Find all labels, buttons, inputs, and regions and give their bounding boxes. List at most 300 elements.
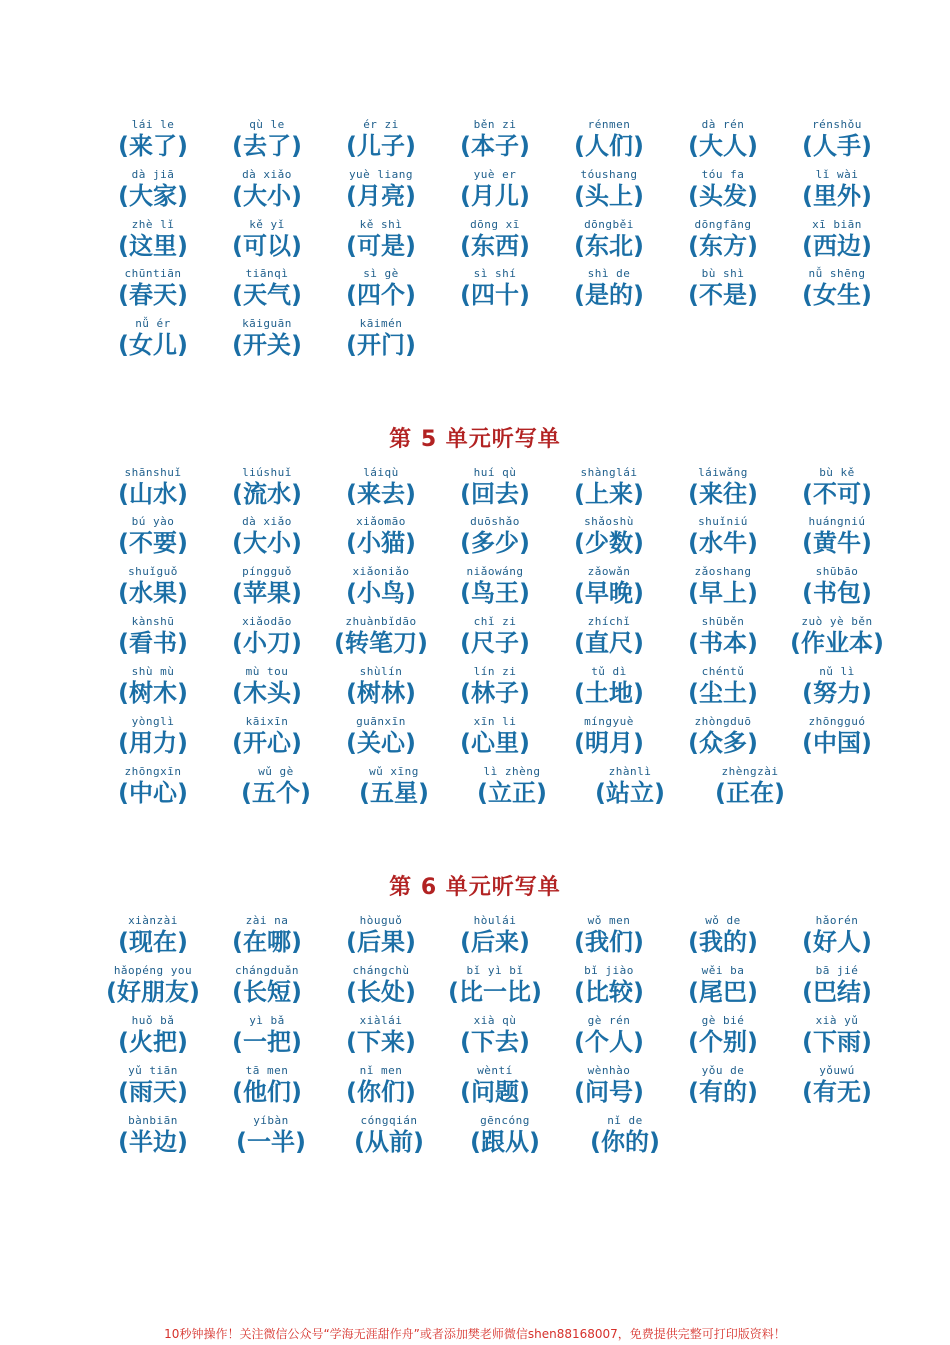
pinyin: nǐ men xyxy=(359,1064,403,1077)
word-item xyxy=(324,1015,438,1061)
word-item xyxy=(780,169,894,215)
pinyin: láiqù xyxy=(363,466,399,479)
word-item xyxy=(780,119,894,165)
pinyin: rénshǒu xyxy=(812,118,862,131)
word-item xyxy=(438,915,552,961)
pinyin: dōng xī xyxy=(470,218,520,231)
pinyin: shǎoshù xyxy=(584,515,634,528)
pinyin: bǐ yì bǐ xyxy=(466,964,524,977)
pinyin: xià yǔ xyxy=(815,1014,859,1027)
pinyin: liúshuǐ xyxy=(242,466,292,479)
hanzi-word: (巴结) xyxy=(802,978,872,1006)
pinyin: hòuguǒ xyxy=(359,914,403,927)
pinyin: shānshuǐ xyxy=(124,466,182,479)
word-item xyxy=(219,766,333,812)
word-item xyxy=(96,119,210,165)
hanzi-word: (众多) xyxy=(688,729,758,757)
word-item xyxy=(666,219,780,265)
hanzi-word: (转笔刀) xyxy=(334,629,428,657)
pinyin: zhíchǐ xyxy=(587,615,631,628)
pinyin: cóngqián xyxy=(360,1114,418,1127)
word-item xyxy=(552,119,666,165)
hanzi-word: (看书) xyxy=(118,629,188,657)
hanzi-word: (比一比) xyxy=(448,978,542,1006)
hanzi-word: (正在) xyxy=(715,779,785,807)
hanzi-word: (下来) xyxy=(346,1028,416,1056)
pinyin: wǒ de xyxy=(705,914,741,927)
word-item xyxy=(324,268,438,314)
hanzi-word: (早晚) xyxy=(574,579,644,607)
word-item xyxy=(666,666,780,712)
word-item xyxy=(96,1115,210,1161)
hanzi-word: (女儿) xyxy=(118,331,188,359)
word-item xyxy=(780,516,894,562)
hanzi-word: (长短) xyxy=(232,978,302,1006)
word-item xyxy=(552,1015,666,1061)
word-item xyxy=(552,666,666,712)
pinyin: yuè er xyxy=(473,168,517,181)
pinyin: xiǎoniǎo xyxy=(352,565,410,578)
hanzi-word: (月儿) xyxy=(460,182,530,210)
pinyin: shànglái xyxy=(580,466,638,479)
hanzi-word: (人手) xyxy=(802,132,872,160)
hanzi-word: (问题) xyxy=(460,1078,530,1106)
pinyin: lǐ wài xyxy=(815,168,859,181)
hanzi-word: (早上) xyxy=(688,579,758,607)
pinyin: wèntí xyxy=(477,1064,513,1077)
hanzi-word: (四十) xyxy=(460,281,530,309)
section-title: 第 6 单元听写单 xyxy=(389,875,561,900)
hanzi-word: (林子) xyxy=(460,679,530,707)
word-item xyxy=(96,1065,210,1111)
word-item xyxy=(324,516,438,562)
pinyin: shù mù xyxy=(131,665,175,678)
word-item xyxy=(438,1015,552,1061)
word-item xyxy=(438,616,552,662)
word-item xyxy=(96,666,210,712)
word-item xyxy=(214,1115,328,1161)
pinyin: shuǐniú xyxy=(698,515,748,528)
hanzi-word: (尘土) xyxy=(688,679,758,707)
word-item xyxy=(552,169,666,215)
word-row xyxy=(96,766,876,812)
word-item xyxy=(324,119,438,165)
hanzi-word: (后来) xyxy=(460,928,530,956)
pinyin: kāiguān xyxy=(242,317,292,330)
word-item xyxy=(666,915,780,961)
hanzi-word: (长处) xyxy=(346,978,416,1006)
word-item xyxy=(780,965,894,1011)
pinyin: wènhào xyxy=(587,1064,631,1077)
hanzi-word: (五个) xyxy=(241,779,311,807)
word-item xyxy=(210,268,324,314)
word-item xyxy=(438,566,552,612)
word-item xyxy=(780,566,894,612)
word-item xyxy=(552,965,666,1011)
word-item xyxy=(96,716,210,762)
hanzi-word: (是的) xyxy=(574,281,644,309)
hanzi-word: (半边) xyxy=(118,1128,188,1156)
word-item xyxy=(438,716,552,762)
pinyin: zhōngxīn xyxy=(124,765,182,778)
pinyin: gè bié xyxy=(701,1014,745,1027)
hanzi-word: (比较) xyxy=(574,978,644,1006)
word-item xyxy=(96,219,210,265)
hanzi-word: (山水) xyxy=(118,480,188,508)
hanzi-word: (火把) xyxy=(118,1028,188,1056)
pinyin: nǚ ér xyxy=(135,317,171,330)
hanzi-word: (鸟王) xyxy=(460,579,530,607)
pinyin: chángchù xyxy=(352,964,410,977)
word-item xyxy=(780,716,894,762)
pinyin: shùlín xyxy=(359,665,403,678)
hanzi-word: (开心) xyxy=(232,729,302,757)
word-item xyxy=(210,566,324,612)
hanzi-word: (下去) xyxy=(460,1028,530,1056)
hanzi-word: (东西) xyxy=(460,232,530,260)
pinyin: huángniú xyxy=(808,515,866,528)
word-item xyxy=(780,666,894,712)
pinyin: chángduǎn xyxy=(234,964,300,977)
word-item xyxy=(552,268,666,314)
word-item xyxy=(324,1065,438,1111)
hanzi-word: (回去) xyxy=(460,480,530,508)
hanzi-word: (下雨) xyxy=(802,1028,872,1056)
pinyin: zhuànbǐdāo xyxy=(345,615,417,628)
pinyin: yuè liang xyxy=(348,168,414,181)
word-item xyxy=(96,616,210,662)
pinyin: ér zi xyxy=(363,118,399,131)
word-item xyxy=(666,616,780,662)
pinyin: nǐ de xyxy=(607,1114,643,1127)
word-item xyxy=(552,219,666,265)
hanzi-word: (木头) xyxy=(232,679,302,707)
word-item xyxy=(324,169,438,215)
hanzi-word: (一半) xyxy=(236,1128,306,1156)
hanzi-word: (有的) xyxy=(688,1078,758,1106)
hanzi-word: (头上) xyxy=(574,182,644,210)
word-item xyxy=(438,965,552,1011)
pinyin: bù shì xyxy=(701,267,745,280)
pinyin: kāimén xyxy=(359,317,403,330)
hanzi-word: (书包) xyxy=(802,579,872,607)
hanzi-word: (我的) xyxy=(688,928,758,956)
hanzi-word: (中国) xyxy=(802,729,872,757)
pinyin: yíbàn xyxy=(253,1114,289,1127)
pinyin: xiǎodāo xyxy=(242,615,292,628)
word-row xyxy=(96,119,876,165)
pinyin: shì de xyxy=(587,267,631,280)
hanzi-word: (树林) xyxy=(346,679,416,707)
pinyin: zuò yè běn xyxy=(801,615,873,628)
hanzi-word: (水果) xyxy=(118,579,188,607)
hanzi-word: (小刀) xyxy=(232,629,302,657)
word-item xyxy=(438,666,552,712)
word-row xyxy=(96,467,876,513)
pinyin: kāixīn xyxy=(245,715,289,728)
hanzi-word: (立正) xyxy=(477,779,547,807)
word-item xyxy=(332,1115,446,1161)
pinyin: zhànlì xyxy=(608,765,652,778)
word-item xyxy=(666,119,780,165)
hanzi-word: (人们) xyxy=(574,132,644,160)
pinyin: shuǐguǒ xyxy=(128,565,178,578)
word-item xyxy=(210,666,324,712)
hanzi-word: (来去) xyxy=(346,480,416,508)
word-row xyxy=(96,666,876,712)
hanzi-word: (一把) xyxy=(232,1028,302,1056)
hanzi-word: (去了) xyxy=(232,132,302,160)
hanzi-word: (站立) xyxy=(595,779,665,807)
word-row xyxy=(96,169,876,215)
word-item xyxy=(210,915,324,961)
pinyin: tóu fa xyxy=(701,168,745,181)
hanzi-word: (苹果) xyxy=(232,579,302,607)
word-item xyxy=(210,616,324,662)
hanzi-word: (不是) xyxy=(688,281,758,309)
pinyin: huǒ bǎ xyxy=(131,1014,175,1027)
pinyin: tiānqì xyxy=(245,267,289,280)
word-item xyxy=(96,268,210,314)
word-item xyxy=(552,1065,666,1111)
hanzi-word: (后果) xyxy=(346,928,416,956)
pinyin: kě yǐ xyxy=(249,218,285,231)
word-item xyxy=(455,766,569,812)
word-item xyxy=(210,1015,324,1061)
pinyin: hǎopéng you xyxy=(113,964,193,977)
word-item xyxy=(693,766,807,812)
pinyin: hǎorén xyxy=(815,914,859,927)
pinyin: zǎowǎn xyxy=(587,565,631,578)
hanzi-word: (个人) xyxy=(574,1028,644,1056)
pinyin: xī biān xyxy=(812,218,862,231)
word-item xyxy=(438,169,552,215)
word-row xyxy=(96,1115,876,1161)
hanzi-word: (四个) xyxy=(346,281,416,309)
pinyin: rénmen xyxy=(587,118,631,131)
word-item xyxy=(337,766,451,812)
pinyin: bǐ jiào xyxy=(584,964,634,977)
pinyin: zhè lǐ xyxy=(131,218,175,231)
pinyin: bā jié xyxy=(815,964,859,977)
hanzi-word: (尾巴) xyxy=(688,978,758,1006)
word-row xyxy=(96,915,876,961)
word-row xyxy=(96,219,876,265)
word-item xyxy=(666,1015,780,1061)
hanzi-word: (月亮) xyxy=(346,182,416,210)
pinyin: míngyuè xyxy=(584,715,634,728)
pinyin: dà xiǎo xyxy=(242,515,292,528)
hanzi-word: (西边) xyxy=(802,232,872,260)
pinyin: shūběn xyxy=(701,615,745,628)
hanzi-word: (东北) xyxy=(574,232,644,260)
hanzi-word: (明月) xyxy=(574,729,644,757)
pinyin: xiànzài xyxy=(128,914,178,927)
hanzi-word: (跟从) xyxy=(470,1128,540,1156)
word-item xyxy=(210,965,324,1011)
pinyin: chǐ zi xyxy=(473,615,517,628)
hanzi-word: (用力) xyxy=(118,729,188,757)
hanzi-word: (开门) xyxy=(346,331,416,359)
hanzi-word: (雨天) xyxy=(118,1078,188,1106)
pinyin: yǒu de xyxy=(701,1064,745,1077)
word-item xyxy=(780,1015,894,1061)
word-item xyxy=(210,219,324,265)
word-item xyxy=(324,467,438,513)
pinyin: chéntǔ xyxy=(701,665,745,678)
word-item xyxy=(552,516,666,562)
hanzi-word: (书本) xyxy=(688,629,758,657)
hanzi-word: (可以) xyxy=(232,232,302,260)
hanzi-word: (好朋友) xyxy=(106,978,200,1006)
pinyin: qù le xyxy=(249,118,285,131)
hanzi-word: (大小) xyxy=(232,529,302,557)
word-item xyxy=(438,268,552,314)
word-row xyxy=(96,566,876,612)
hanzi-word: (头发) xyxy=(688,182,758,210)
pinyin: sì gè xyxy=(363,267,399,280)
word-item xyxy=(666,467,780,513)
word-item xyxy=(552,566,666,612)
pinyin: xīn li xyxy=(473,715,517,728)
pinyin: kànshū xyxy=(131,615,175,628)
word-item xyxy=(96,965,210,1011)
word-item xyxy=(552,616,666,662)
hanzi-word: (上来) xyxy=(574,480,644,508)
hanzi-word: (本子) xyxy=(460,132,530,160)
word-item xyxy=(96,467,210,513)
pinyin: wǒ men xyxy=(587,914,631,927)
hanzi-word: (你的) xyxy=(590,1128,660,1156)
hanzi-word: (多少) xyxy=(460,529,530,557)
pinyin: duōshǎo xyxy=(470,515,520,528)
hanzi-word: (树木) xyxy=(118,679,188,707)
pinyin: dōngfāng xyxy=(694,218,752,231)
pinyin: gè rén xyxy=(587,1014,631,1027)
word-item xyxy=(666,169,780,215)
section-title: 第 5 单元听写单 xyxy=(389,427,561,452)
pinyin: guānxīn xyxy=(356,715,406,728)
word-item xyxy=(96,1015,210,1061)
hanzi-word: (水牛) xyxy=(688,529,758,557)
word-item xyxy=(780,915,894,961)
pinyin: niǎowáng xyxy=(466,565,524,578)
hanzi-word: (不可) xyxy=(802,480,872,508)
pinyin: bú yào xyxy=(131,515,175,528)
hanzi-word: (开关) xyxy=(232,331,302,359)
pinyin: běn zi xyxy=(473,118,517,131)
pinyin: bànbiān xyxy=(128,1114,178,1127)
pinyin: wěi ba xyxy=(701,964,745,977)
pinyin: wǔ gè xyxy=(258,765,294,778)
word-item xyxy=(438,219,552,265)
pinyin: zhòngduō xyxy=(694,715,752,728)
hanzi-word: (小猫) xyxy=(346,529,416,557)
hanzi-word: (关心) xyxy=(346,729,416,757)
word-item xyxy=(780,219,894,265)
word-item xyxy=(96,516,210,562)
hanzi-word: (少数) xyxy=(574,529,644,557)
hanzi-word: (心里) xyxy=(460,729,530,757)
pinyin: nǚ shēng xyxy=(808,267,866,280)
word-item xyxy=(324,666,438,712)
hanzi-word: (有无) xyxy=(802,1078,872,1106)
word-row xyxy=(96,965,876,1011)
word-item xyxy=(210,516,324,562)
pinyin: nǔ lì xyxy=(819,665,855,678)
word-item xyxy=(666,268,780,314)
word-row xyxy=(96,318,876,364)
hanzi-word: (大家) xyxy=(118,182,188,210)
hanzi-word: (小鸟) xyxy=(346,579,416,607)
word-row xyxy=(96,268,876,314)
pinyin: yǒuwú xyxy=(819,1064,855,1077)
hanzi-word: (大人) xyxy=(688,132,758,160)
hanzi-word: (努力) xyxy=(802,679,872,707)
hanzi-word: (来往) xyxy=(688,480,758,508)
word-item xyxy=(210,169,324,215)
pinyin: píngguǒ xyxy=(242,565,292,578)
word-item xyxy=(780,1065,894,1111)
word-item xyxy=(552,716,666,762)
word-item xyxy=(666,965,780,1011)
hanzi-word: (现在) xyxy=(118,928,188,956)
hanzi-word: (土地) xyxy=(574,679,644,707)
hanzi-word: (中心) xyxy=(118,779,188,807)
hanzi-word: (作业本) xyxy=(790,629,884,657)
pinyin: tóushang xyxy=(580,168,638,181)
word-item xyxy=(666,1065,780,1111)
hanzi-word: (女生) xyxy=(802,281,872,309)
word-item xyxy=(438,467,552,513)
word-row xyxy=(96,615,884,662)
pinyin: huí qù xyxy=(473,466,517,479)
pinyin: láiwǎng xyxy=(698,466,748,479)
word-item xyxy=(96,318,210,364)
word-item xyxy=(324,616,438,662)
hanzi-word: (春天) xyxy=(118,281,188,309)
word-item xyxy=(552,915,666,961)
pinyin: lín zi xyxy=(473,665,517,678)
pinyin: mù tou xyxy=(245,665,289,678)
pinyin: yǔ tiān xyxy=(128,1064,178,1077)
pinyin: kě shì xyxy=(359,218,403,231)
pinyin: wǔ xīng xyxy=(369,765,419,778)
word-item xyxy=(324,965,438,1011)
word-item xyxy=(324,219,438,265)
hanzi-word: (黄牛) xyxy=(802,529,872,557)
word-item xyxy=(324,915,438,961)
pinyin: tā men xyxy=(245,1064,289,1077)
pinyin: lái le xyxy=(131,118,175,131)
word-item xyxy=(210,119,324,165)
word-item xyxy=(448,1115,562,1161)
pinyin: zhōngguó xyxy=(808,715,866,728)
word-item xyxy=(573,766,687,812)
pinyin: dà rén xyxy=(701,118,745,131)
pinyin: tǔ dì xyxy=(591,665,627,678)
word-item xyxy=(438,1065,552,1111)
word-item xyxy=(96,566,210,612)
hanzi-word: (五星) xyxy=(359,779,429,807)
pinyin: zài na xyxy=(245,914,289,927)
hanzi-word: (儿子) xyxy=(346,132,416,160)
word-item xyxy=(96,169,210,215)
pinyin: zhèngzài xyxy=(721,765,779,778)
hanzi-word: (你们) xyxy=(346,1078,416,1106)
word-item xyxy=(780,467,894,513)
footer-note: 10秒钟操作！关注微信公众号“学海无涯甜作舟”或者添加樊老师微信shen88168007，免费提供完整可打印版资料！ xyxy=(164,1327,786,1341)
